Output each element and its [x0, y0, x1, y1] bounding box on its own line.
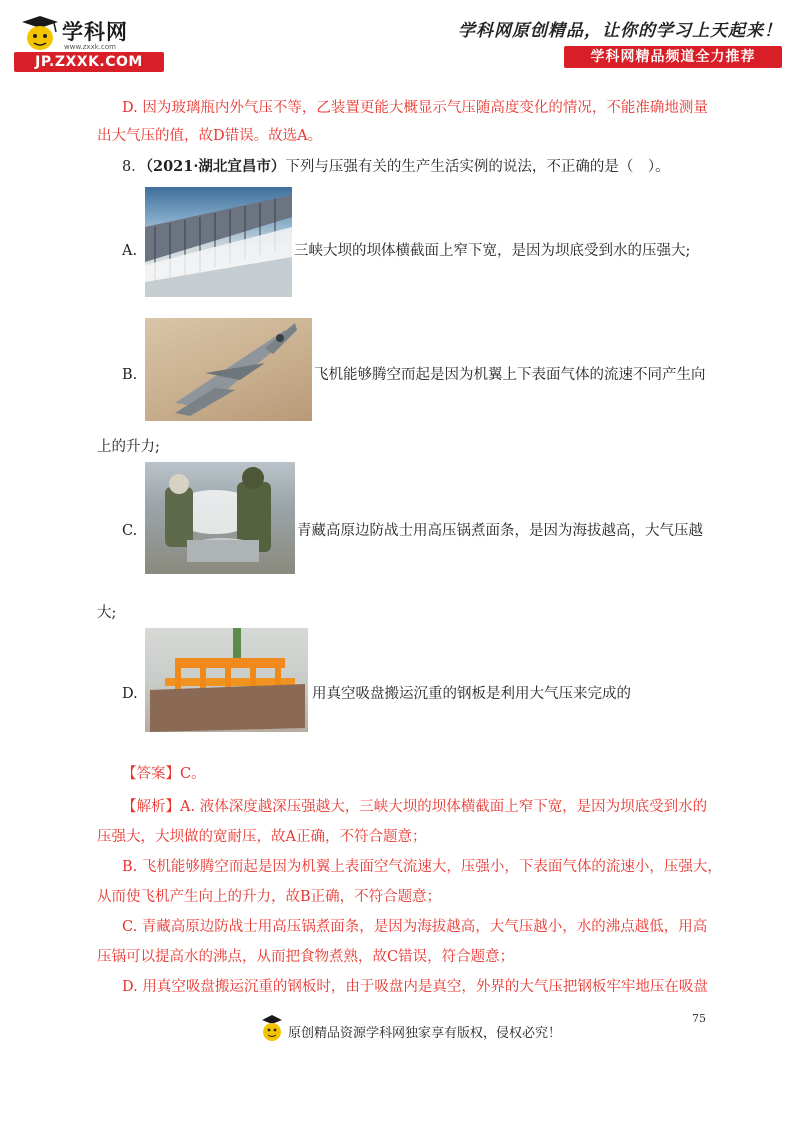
- analysis-tag: 【解析】: [122, 799, 180, 815]
- logo-url-bar: JP.ZXXK.COM: [14, 52, 164, 72]
- analysis-b-line2: 从而使飞机产生向上的升力，故B正确，不符合题意；: [97, 889, 442, 905]
- fighter-jet-image: [145, 318, 312, 421]
- option-b-text1: 飞机能够腾空而起是因为机翼上下表面气体的流速不同产生向: [314, 367, 706, 383]
- answer-tag: 【答案】: [122, 766, 180, 782]
- option-a-text: 三峡大坝的坝体横截面上窄下宽，是因为坝底受到水的压强大;: [294, 243, 691, 259]
- vacuum-lifter-image: [145, 628, 308, 732]
- logo-domain: www.zxxk.com: [64, 43, 116, 51]
- analysis-d-line1: D. 用真空吸盘搬运沉重的钢板时，由于吸盘内是真空，外界的大气压把钢板牢牢地压在吸盘: [122, 979, 708, 995]
- analysis-a-line2: 压强大，大坝做的宽耐压，故A正确，不符合题意；: [97, 829, 427, 845]
- question-text: 下列与压强有关的生产生活实例的说法，不正确的是（ ）。: [285, 159, 670, 175]
- header-recommend-bar: 学科网精品频道全力推荐: [564, 46, 782, 68]
- answer-line: [122, 763, 206, 785]
- mascot-icon: [14, 14, 60, 52]
- answer-value: C。: [180, 766, 206, 782]
- option-b-label: B.: [122, 367, 138, 383]
- page-number: 75: [692, 1012, 706, 1025]
- logo-name: 学科网: [62, 20, 128, 44]
- prev-analysis-d-line2: 出大气压的值，故D错误。故选A。: [97, 128, 323, 144]
- site-logo[interactable]: [12, 14, 164, 72]
- analysis-a-line1: [122, 796, 707, 818]
- footer-mascot-icon: [258, 1014, 286, 1044]
- option-a-label: A.: [122, 243, 138, 259]
- option-d-text: 用真空吸盘搬运沉重的钢板是利用大气压来完成的: [312, 686, 631, 702]
- option-d-label: D.: [122, 686, 138, 702]
- footer-copyright: 原创精品资源学科网独家享有版权，侵权必究！: [288, 1026, 562, 1041]
- analysis-a-text1: A. 液体深度越深压强越大，三峡大坝的坝体横截面上窄下宽，是因为坝底受到水的: [180, 799, 708, 815]
- analysis-b-line1: B. 飞机能够腾空而起是因为机翼上表面空气流速大，压强小，下表面气体的流速小，压强大，: [122, 859, 722, 875]
- three-gorges-dam-image: [145, 187, 292, 297]
- question-number: 8．: [122, 159, 146, 175]
- question-8: [122, 156, 670, 178]
- soldiers-pressure-cooker-image: [145, 462, 295, 574]
- analysis-c-line1: C. 青藏高原边防战士用高压锅煮面条，是因为海拔越高，大气压越小，水的沸点越低，用高: [122, 919, 708, 935]
- question-source: （2021·湖北宜昌市）: [145, 158, 286, 175]
- option-c-text1: 青藏高原边防战士用高压锅煮面条，是因为海拔越高，大气压越: [297, 523, 703, 539]
- option-c-label: C.: [122, 523, 138, 539]
- header-slogan: 学科网原创精品，让你的学习上天起来！: [458, 21, 782, 41]
- analysis-c-line2: 压锅可以提高水的沸点，从而把食物煮熟，故C错误，符合题意；: [97, 949, 515, 965]
- option-b-text2: 上的升力;: [97, 439, 160, 455]
- prev-analysis-d-line1: D. 因为玻璃瓶内外气压不等，乙装置更能大概显示气压随高度变化的情况，不能准确地测量: [122, 100, 708, 116]
- option-c-text2: 大;: [97, 605, 117, 621]
